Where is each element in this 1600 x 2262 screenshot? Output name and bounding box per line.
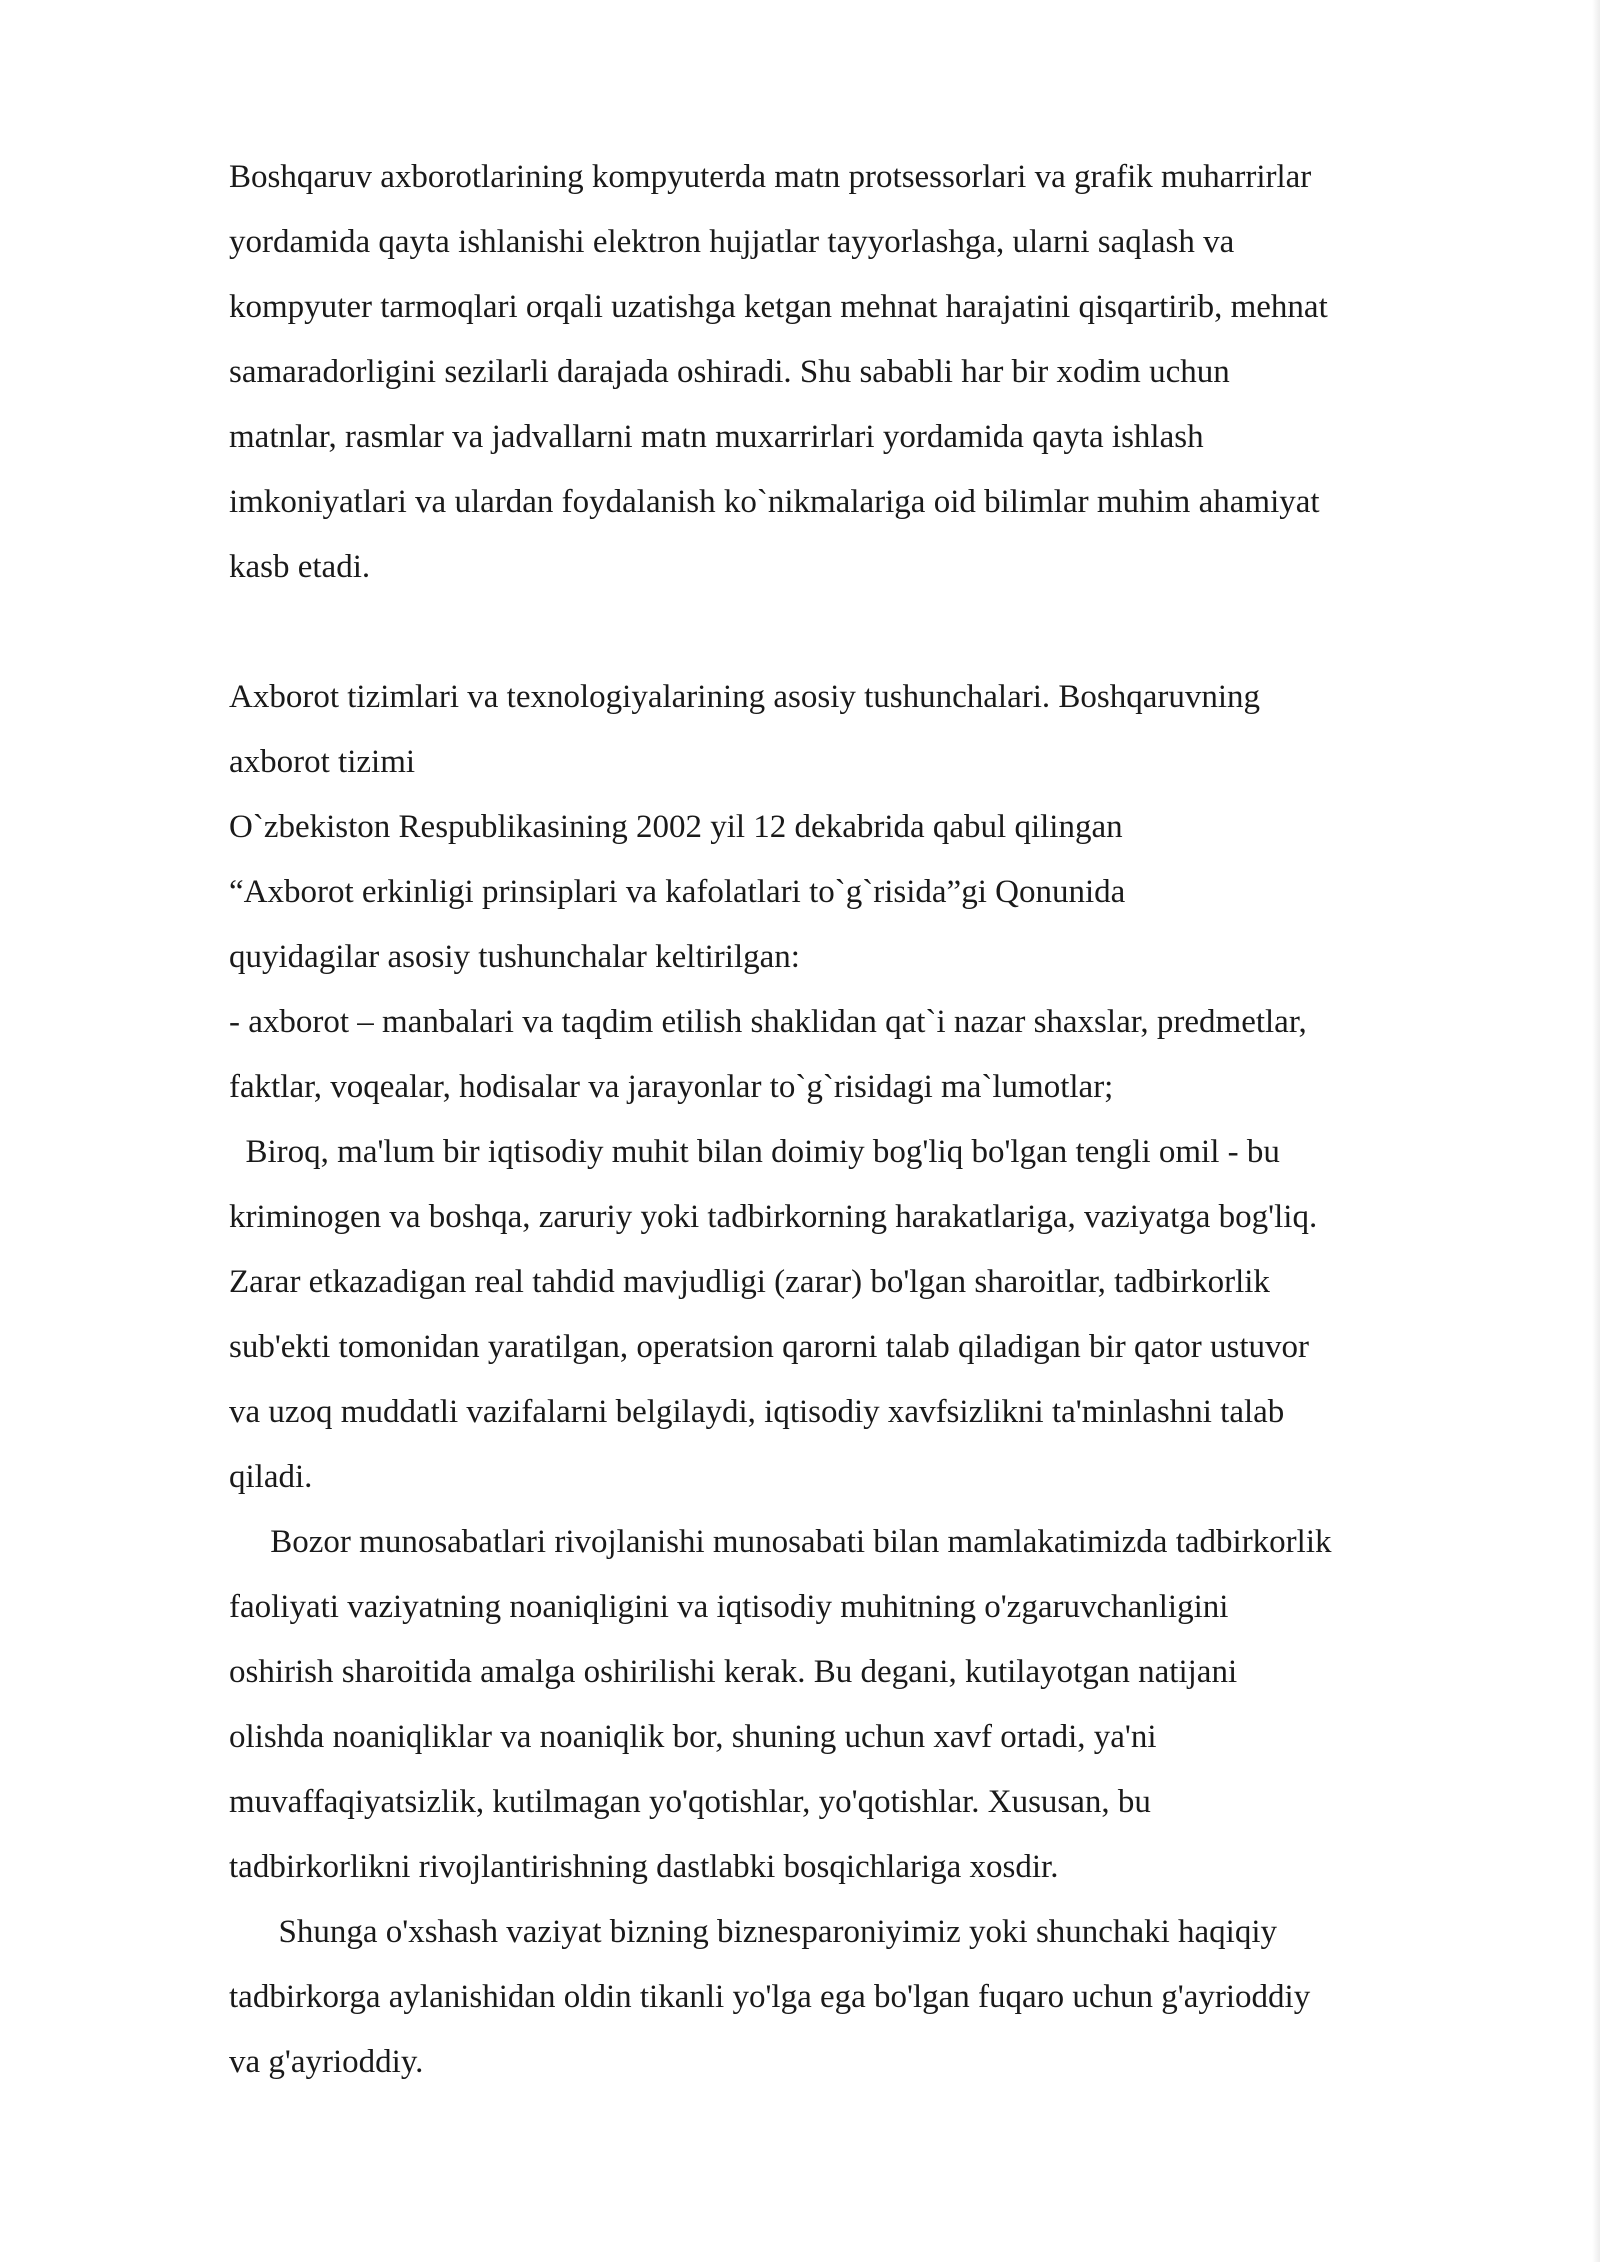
text-line: muvaffaqiyatsizlik, kutilmagan yo'qotishlar, yo'qotishlar. Xususan, bu [229, 1784, 1151, 1820]
text-line: va g'ayrioddiy. [229, 2044, 424, 2080]
blank-line [229, 600, 1529, 665]
document-text-body [229, 145, 1529, 2095]
text-line: faoliyati vaziyatning noaniqligini va iqtisodiy muhitning o'zgaruvchanligini [229, 1589, 1229, 1625]
text-line: kriminogen va boshqa, zaruriy yoki tadbirkorning harakatlariga, vaziyatga bog'liq. [229, 1199, 1318, 1235]
text-line: tadbirkorga aylanishidan oldin tikanli yo'lga ega bo'lgan fuqaro uchun g'ayrioddiy [229, 1979, 1311, 2015]
text-line: quyidagilar asosiy tushunchalar keltirilgan: [229, 939, 800, 975]
text-line: olishda noaniqliklar va noaniqlik bor, shuning uchun xavf ortadi, ya'ni [229, 1719, 1157, 1755]
text-line: Bozor munosabatlari rivojlanishi munosabati bilan mamlakatimizda tadbirkorlik [229, 1524, 1332, 1560]
page-edge-shadow [1592, 0, 1600, 2262]
text-line: qiladi. [229, 1459, 313, 1495]
text-line: va uzoq muddatli vazifalarni belgilaydi, iqtisodiy xavfsizlikni ta'minlashni talab [229, 1394, 1285, 1430]
text-line: oshirish sharoitida amalga oshirilishi kerak. Bu degani, kutilayotgan natijani [229, 1654, 1238, 1690]
text-line: O`zbekiston Respublikasining 2002 yil 12 dekabrida qabul qilingan [229, 809, 1123, 845]
text-line: Biroq, ma'lum bir iqtisodiy muhit bilan doimiy bog'liq bo'lgan tengli omil - bu [229, 1134, 1280, 1170]
text-line: Axborot tizimlari va texnologiyalarining asosiy tushunchalari. Boshqaruvning [229, 679, 1261, 715]
text-line: Zarar etkazadigan real tahdid mavjudligi (zarar) bo'lgan sharoitlar, tadbirkorlik [229, 1264, 1270, 1300]
text-line: samaradorligini sezilarli darajada oshiradi. Shu sababli har bir xodim uchun [229, 354, 1230, 390]
text-line: kasb etadi. [229, 549, 371, 585]
text-line: imkoniyatlari va ulardan foydalanish ko`nikmalariga oid bilimlar muhim ahamiyat [229, 484, 1320, 520]
text-line: Boshqaruv axborotlarining kompyuterda matn protsessorlari va grafik muharrirlar [229, 159, 1312, 195]
text-line: sub'ekti tomonidan yaratilgan, operatsion qarorni talab qiladigan bir qator ustuvor [229, 1329, 1310, 1365]
text-line: yordamida qayta ishlanishi elektron hujjatlar tayyorlashga, ularni saqlash va [229, 224, 1235, 260]
text-line: Shunga o'xshash vaziyat bizning biznesparoniyimiz yoki shunchaki haqiqiy [229, 1914, 1278, 1950]
text-line: faktlar, voqealar, hodisalar va jarayonlar to`g`risidagi ma`lumotlar; [229, 1069, 1114, 1105]
text-line: tadbirkorlikni rivojlantirishning dastlabki bosqichlariga xosdir. [229, 1849, 1059, 1885]
text-line: “Axborot erkinligi prinsiplari va kafolatlari to`g`risida”gi Qonunida [229, 874, 1126, 910]
text-line: - axborot – manbalari va taqdim etilish shaklidan qat`i nazar shaxslar, predmetlar, [229, 1004, 1307, 1040]
text-line: matnlar, rasmlar va jadvallarni matn muxarrirlari yordamida qayta ishlash [229, 419, 1204, 455]
text-line: axborot tizimi [229, 744, 416, 780]
text-line: kompyuter tarmoqlari orqali uzatishga ketgan mehnat harajatini qisqartirib, mehnat [229, 289, 1328, 325]
